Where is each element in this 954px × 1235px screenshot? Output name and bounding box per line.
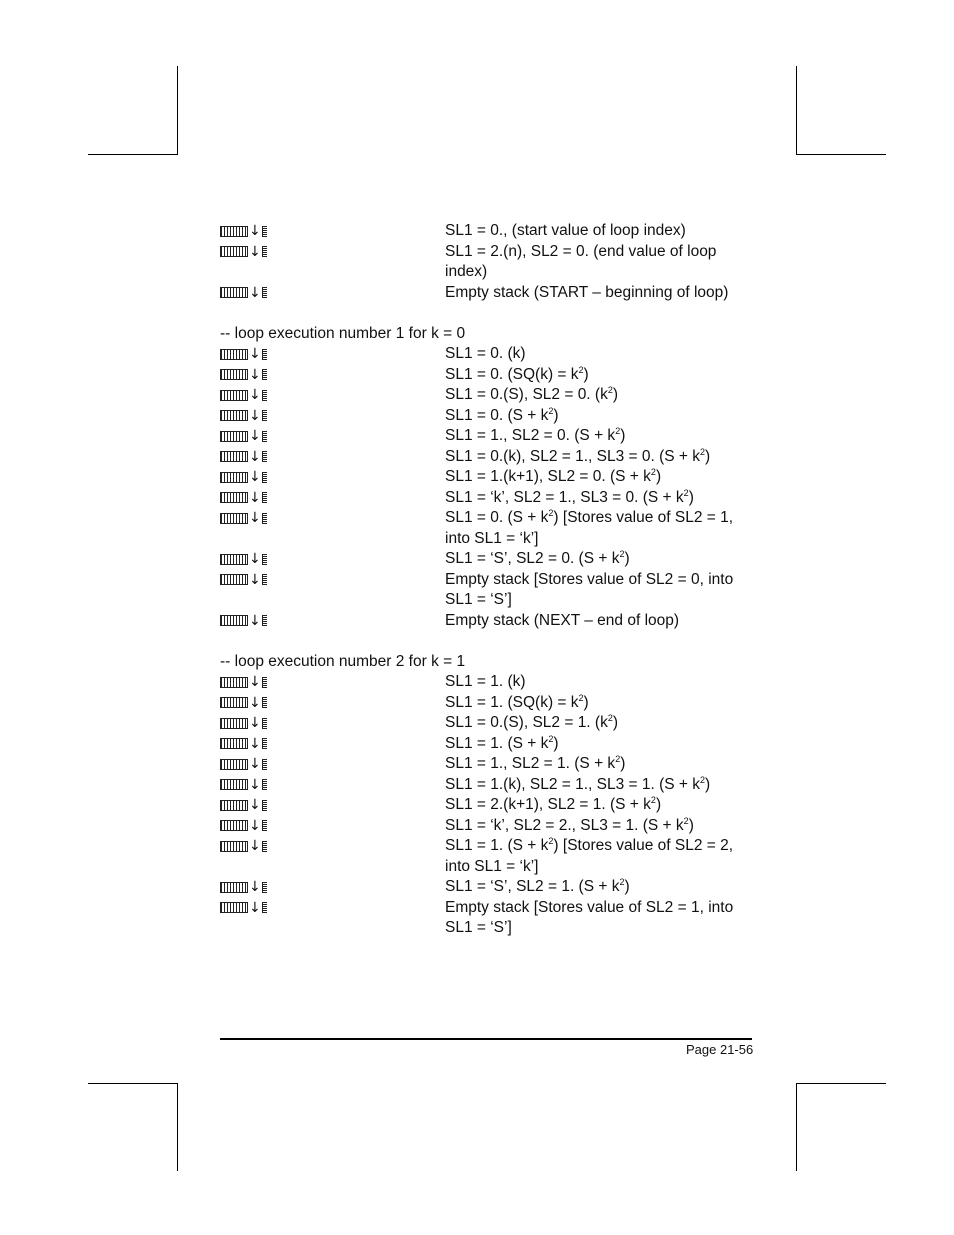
step-description — [445, 816, 760, 837]
footer-rule — [220, 1038, 752, 1040]
description-line: SL1 = 1.(k+1), SL2 = 0. $(S + k^2)$ — [445, 466, 662, 485]
step-row — [220, 734, 760, 755]
spacer — [220, 303, 760, 324]
description-line: SL1 = 1.(k), SL2 = 1., SL3 = 1. $(S + k^2)$ — [445, 774, 711, 793]
sst-down-arrow-key-icon: ↓ — [220, 224, 267, 238]
step-row — [220, 836, 760, 877]
step-description — [445, 795, 760, 816]
step-description — [445, 426, 760, 447]
sst-down-arrow-key-icon: ↓ — [220, 491, 267, 505]
description-line: SL1 = 0. $(S + k^2)$ — [445, 405, 559, 424]
sst-down-arrow-key-icon: ↓ — [220, 429, 267, 443]
step-row — [220, 365, 760, 386]
description-line: SL1 = 0., (start value of loop index) — [445, 222, 686, 239]
step-description — [445, 344, 760, 365]
step-description — [445, 242, 760, 283]
sst-down-arrow-key-icon: ↓ — [220, 511, 267, 525]
step-row — [220, 488, 760, 509]
sst-down-arrow-key-icon: ↓ — [220, 798, 267, 812]
crop-mark — [796, 1083, 797, 1171]
sst-down-arrow-key-icon: ↓ — [220, 388, 267, 402]
step-description — [445, 283, 760, 304]
sst-down-arrow-key-icon: ↓ — [220, 819, 267, 833]
description-line: SL1 = 1., SL2 = 1. $(S + k^2)$ — [445, 753, 626, 772]
step-description — [445, 447, 760, 468]
step-listing — [220, 221, 760, 939]
crop-mark — [177, 1083, 178, 1171]
step-row — [220, 570, 760, 611]
step-row — [220, 426, 760, 447]
description-line: index) — [445, 263, 488, 280]
description-line: Empty stack (START – beginning of loop) — [445, 283, 729, 301]
step-description — [445, 898, 760, 939]
step-row — [220, 508, 760, 549]
description-line: SL1 = 1. $(S + k^2)$ — [445, 733, 559, 752]
description-line: SL1 = 0. $(S + k^2)$ [Stores value of SL2 = 1, — [445, 507, 734, 526]
description-line: SL1 = 2.(k+1), SL2 = 1. $(S + k^2)$ — [445, 794, 662, 813]
step-description — [445, 221, 760, 242]
step-row — [220, 447, 760, 468]
step-description — [445, 467, 760, 488]
description-line: SL1 = ‘S’] — [445, 919, 512, 936]
description-line: SL1 = ‘S’, SL2 = 1. $(S + k^2)$ — [445, 876, 630, 895]
sst-down-arrow-key-icon: ↓ — [220, 839, 267, 853]
sst-down-arrow-key-icon: ↓ — [220, 450, 267, 464]
step-row — [220, 713, 760, 734]
step-description — [445, 734, 760, 755]
step-row — [220, 549, 760, 570]
step-description — [445, 488, 760, 509]
step-row — [220, 221, 760, 242]
step-description — [445, 877, 760, 898]
sst-down-arrow-key-icon: ↓ — [220, 347, 267, 361]
step-row — [220, 611, 760, 632]
description-line: into SL1 = ‘k’] — [445, 857, 539, 875]
step-description — [445, 693, 760, 714]
step-description — [445, 549, 760, 570]
step-description — [445, 385, 760, 406]
step-row — [220, 775, 760, 796]
description-line: Empty stack [Stores value of SL2 = 0, into — [445, 570, 734, 588]
crop-mark — [88, 1083, 178, 1084]
step-description — [445, 836, 760, 877]
description-line: SL1 = 0.(S), SL2 = 1. $(k^2)$ — [445, 712, 619, 731]
sst-down-arrow-key-icon: ↓ — [220, 675, 267, 689]
description-line: Empty stack [Stores value of SL2 = 1, into — [445, 898, 734, 916]
description-line: SL1 = 1. $(S + k^2)$ [Stores value of SL2 = 2, — [445, 835, 734, 854]
sst-down-arrow-key-icon: ↓ — [220, 716, 267, 730]
step-row — [220, 816, 760, 837]
sst-down-arrow-key-icon: ↓ — [220, 737, 267, 751]
description-line: SL1 = 0.(S), SL2 = 0. $(k^2)$ — [445, 384, 619, 403]
description-line: SL1 = 0. $(SQ(k) = k^2)$ — [445, 364, 589, 383]
step-row — [220, 672, 760, 693]
step-row — [220, 754, 760, 775]
step-row — [220, 344, 760, 365]
page-number: Page 21-56 — [686, 1042, 754, 1057]
description-line: SL1 = 1., SL2 = 0. $(S + k^2)$ — [445, 425, 626, 444]
step-description — [445, 754, 760, 775]
spacer — [220, 631, 760, 652]
crop-mark — [796, 1083, 886, 1084]
sst-down-arrow-key-icon: ↓ — [220, 552, 267, 566]
step-description — [445, 775, 760, 796]
step-row — [220, 406, 760, 427]
crop-mark — [796, 154, 886, 155]
description-line: into SL1 = ‘k’] — [445, 529, 539, 547]
step-description — [445, 570, 760, 611]
crop-mark — [177, 66, 178, 154]
description-line: SL1 = ‘S’, SL2 = 0. $(S + k^2)$ — [445, 548, 630, 567]
sst-down-arrow-key-icon: ↓ — [220, 245, 267, 259]
step-row — [220, 693, 760, 714]
step-description — [445, 406, 760, 427]
description-line: SL1 = ‘S’] — [445, 591, 512, 608]
sst-down-arrow-key-icon: ↓ — [220, 286, 267, 300]
section-heading: -- loop execution number 1 for k = 0 — [220, 324, 466, 342]
step-description — [445, 713, 760, 734]
step-row — [220, 467, 760, 488]
step-description — [445, 611, 760, 632]
sst-down-arrow-key-icon: ↓ — [220, 757, 267, 771]
description-line: SL1 = 1. $(SQ(k) = k^2)$ — [445, 692, 589, 711]
step-row — [220, 898, 760, 939]
sst-down-arrow-key-icon: ↓ — [220, 368, 267, 382]
section-heading: -- loop execution number 2 for k = 1 — [220, 652, 466, 670]
description-line: Empty stack (NEXT – end of loop) — [445, 611, 680, 629]
step-row — [220, 283, 760, 304]
sst-down-arrow-key-icon: ↓ — [220, 901, 267, 915]
sst-down-arrow-key-icon: ↓ — [220, 470, 267, 484]
description-line: SL1 = 1. (k) — [445, 673, 526, 690]
step-row — [220, 795, 760, 816]
sst-down-arrow-key-icon: ↓ — [220, 880, 267, 894]
description-line: SL1 = 0. (k) — [445, 345, 526, 362]
step-row — [220, 877, 760, 898]
step-row — [220, 385, 760, 406]
description-line: SL1 = ‘k’, SL2 = 2., SL3 = 1. $(S + k^2)$ — [445, 815, 694, 834]
sst-down-arrow-key-icon: ↓ — [220, 614, 267, 628]
sst-down-arrow-key-icon: ↓ — [220, 573, 267, 587]
step-description — [445, 365, 760, 386]
sst-down-arrow-key-icon: ↓ — [220, 696, 267, 710]
description-line: SL1 = ‘k’, SL2 = 1., SL3 = 0. $(S + k^2)$ — [445, 487, 694, 506]
sst-down-arrow-key-icon: ↓ — [220, 778, 267, 792]
sst-down-arrow-key-icon: ↓ — [220, 409, 267, 423]
description-line: SL1 = 0.(k), SL2 = 1., SL3 = 0. $(S + k^2)$ — [445, 446, 711, 465]
step-row — [220, 242, 760, 283]
crop-mark — [88, 154, 178, 155]
step-description — [445, 672, 760, 693]
description-line: SL1 = 2.(n), SL2 = 0. (end value of loop — [445, 242, 717, 260]
crop-mark — [796, 66, 797, 154]
step-description — [445, 508, 760, 549]
